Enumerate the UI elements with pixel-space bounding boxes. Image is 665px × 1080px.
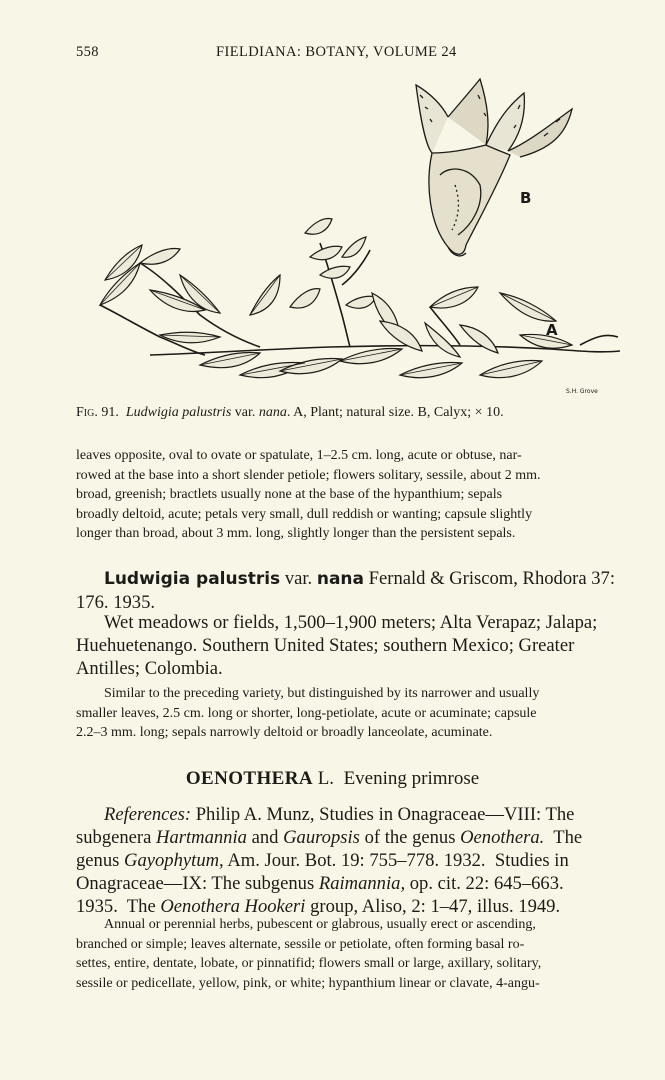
text-line: rowed at the base into a short slender petiole; flowers solitary, sessile, about 2 mm. xyxy=(76,467,541,483)
text-line: sessile or pedicellate, yellow, pink, or white; hypanthium linear or clavate, 4-angu- xyxy=(76,975,540,991)
description-paragraph-3 xyxy=(76,915,642,993)
italic-segment: Gayophytum, xyxy=(124,850,224,871)
botanical-illustration xyxy=(80,75,640,400)
running-title: FIELDIANA: BOTANY, VOLUME 24 xyxy=(216,44,457,60)
text-line: 2.2–3 mm. long; sepals narrowly deltoid or broadly lanceolate, acuminate. xyxy=(76,725,493,740)
genus-authority: L. xyxy=(312,768,335,789)
text-line: branched or simple; leaves alternate, sessile or petiolate, often forming basal ro- xyxy=(76,936,525,952)
text-segment: group, Aliso, 2: 1–47, illus. 1949. xyxy=(305,896,561,917)
caption-var-name: nana xyxy=(258,405,287,420)
text-line: smaller leaves, 2.5 cm. long or shorter, long-petiolate, acute or acuminate; capsule xyxy=(76,705,537,721)
caption-fig-label: Fig. 91. xyxy=(76,405,119,420)
caption-var-text: var. xyxy=(234,405,256,420)
text-line: broad, greenish; bractlets usually none at the base of the hypanthium; sepals xyxy=(76,487,503,502)
text-segment: Onagraceae—IX: The subgenus xyxy=(76,873,319,894)
species-citation: 176. 1935. xyxy=(76,592,156,613)
genus-heading xyxy=(0,768,665,790)
running-header xyxy=(76,44,636,62)
text-line: Antilles; Colombia. xyxy=(76,658,223,679)
figure-caption xyxy=(76,405,651,421)
text-segment: 1935. The xyxy=(76,896,161,917)
italic-segment: Oenothera Hookeri xyxy=(160,896,306,917)
text-segment: genus xyxy=(76,850,125,871)
text-segment: Am. Jour. Bot. 19: 755–778. 1932. Studies in xyxy=(223,850,569,871)
italic-segment: Oenothera. xyxy=(460,827,545,848)
species-heading xyxy=(76,567,642,614)
text-line: Similar to the preceding variety, but distinguished by its narrower and usually xyxy=(104,686,540,701)
caption-text: . A, Plant; natural size. B, Calyx; × 10. xyxy=(286,405,504,420)
calyx-drawing xyxy=(416,79,572,256)
plant-drawing xyxy=(80,75,640,400)
page-number: 558 xyxy=(76,44,99,60)
description-paragraph-1 xyxy=(76,446,641,544)
italic-segment: Hartmannia xyxy=(156,827,247,848)
references-paragraph xyxy=(76,803,642,918)
text-line: leaves opposite, oval to ovate or spatulate, 1–2.5 cm. long, acute or obtuse, nar- xyxy=(76,448,522,463)
text-segment: The xyxy=(544,827,583,848)
species-authority: Fernald & Griscom, Rhodora 37: xyxy=(364,568,615,589)
text-line: longer than broad, about 3 mm. long, slightly longer than the persistent sepals. xyxy=(76,526,516,541)
species-var-name: nana xyxy=(316,569,365,589)
text-line: Annual or perennial herbs, pubescent or glabrous, usually erect or ascending, xyxy=(104,917,536,932)
text-segment: op. cit. 22: 645–663. xyxy=(405,873,564,894)
caption-taxon: Ludwigia palustris xyxy=(125,405,232,420)
text-line: settes, entire, dentate, lobate, or pinnatifid; flowers small or large, axillary, solitary, xyxy=(76,956,542,971)
text-segment: and xyxy=(246,827,284,848)
species-name: Ludwigia palustris xyxy=(104,569,281,589)
figure-label-b: B xyxy=(520,189,532,207)
text-line: Huehuetenango. Southern United States; southern Mexico; Greater xyxy=(76,635,575,656)
text-segment: of the genus xyxy=(359,827,461,848)
text-segment: Philip A. Munz, Studies in Onagraceae—VIII: The xyxy=(191,804,575,825)
figure-label-a: A xyxy=(546,321,558,339)
italic-segment: Gauropsis xyxy=(283,827,360,848)
genus-common-name: Evening primrose xyxy=(334,768,480,789)
artist-signature: S.H. Grove xyxy=(566,388,598,395)
text-line: broadly deltoid, acute; petals very small, dull reddish or wanting; capsule slightly xyxy=(76,506,533,522)
species-var-text: var. xyxy=(284,568,313,589)
description-paragraph-2 xyxy=(76,684,642,743)
text-segment: subgenera xyxy=(76,827,157,848)
italic-segment: Raimannia, xyxy=(318,873,406,894)
text-line: Wet meadows or fields, 1,500–1,900 meters; Alta Verapaz; Jalapa; xyxy=(104,612,598,633)
leaf-veins xyxy=(100,245,572,375)
references-label: References: xyxy=(104,804,192,825)
genus-name: OENOTHERA xyxy=(185,768,313,789)
distribution-paragraph xyxy=(76,611,642,680)
